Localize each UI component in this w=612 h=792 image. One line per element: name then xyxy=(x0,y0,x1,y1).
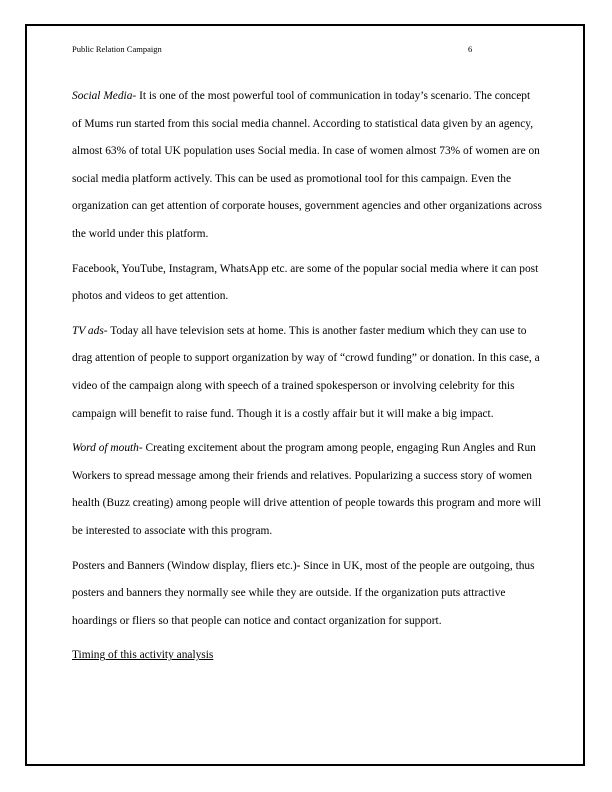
paragraph-text: - It is one of the most powerful tool of communication in today’s scenario. The concept of Mums run started from this social media channel. According to statistical data given by an agency, almost 63% of total UK population uses Social media. In case of women almost 73% of women are on social media platform actively. This can be used as promotional tool for this campaign. Even the organization can get attention of corporate houses, government agencies and other organizations across the world under this platform. xyxy=(72,90,542,240)
paragraph-lead: Social Media xyxy=(72,90,133,102)
paragraph-social-media xyxy=(72,83,542,249)
section-heading-paragraph xyxy=(72,642,542,670)
paragraph-text: - Creating excitement about the program among people, engaging Run Angles and Run Workers to spread message among their friends and relatives. Popularizing a success story of women health (Buzz creating) among people will drive attention of people towards this program and more will be interested to associate with this program. xyxy=(72,442,542,537)
section-heading: Timing of this activity analysis xyxy=(72,649,214,662)
paragraph-word-of-mouth xyxy=(72,435,542,545)
document-body xyxy=(72,83,542,670)
paragraph-posters-banners xyxy=(72,553,542,636)
header-title: Public Relation Campaign xyxy=(72,44,162,54)
paragraph-lead: Word of mouth xyxy=(72,442,139,455)
paragraph-lead: TV ads xyxy=(72,324,104,337)
paragraph-text: Facebook, YouTube, Instagram, WhatsApp etc. are some of the popular social media where it can post photos and videos to get attention. xyxy=(72,262,539,303)
paragraph-text: - Today all have television sets at home. This is another faster medium which they can use to drag attention of people to support organization by way of “crowd funding” or donation. In this case, a video of the campaign along with speech of a trained spokesperson or involving celebrity for this campaign will benefit to raise fund. Though it is a costly affair but it will make a big impact. xyxy=(72,324,540,420)
running-header xyxy=(72,43,540,55)
paragraph-social-platforms xyxy=(72,256,542,311)
page-number: 6 xyxy=(468,44,473,54)
paragraph-tv-ads xyxy=(72,318,542,428)
paragraph-text: Posters and Banners (Window display, fliers etc.)- Since in UK, most of the people are outgoing, thus posters and banners they normally see while they are outside. If the organization puts attractive hoardings or fliers so that people can notice and contact organization for support. xyxy=(72,559,535,627)
